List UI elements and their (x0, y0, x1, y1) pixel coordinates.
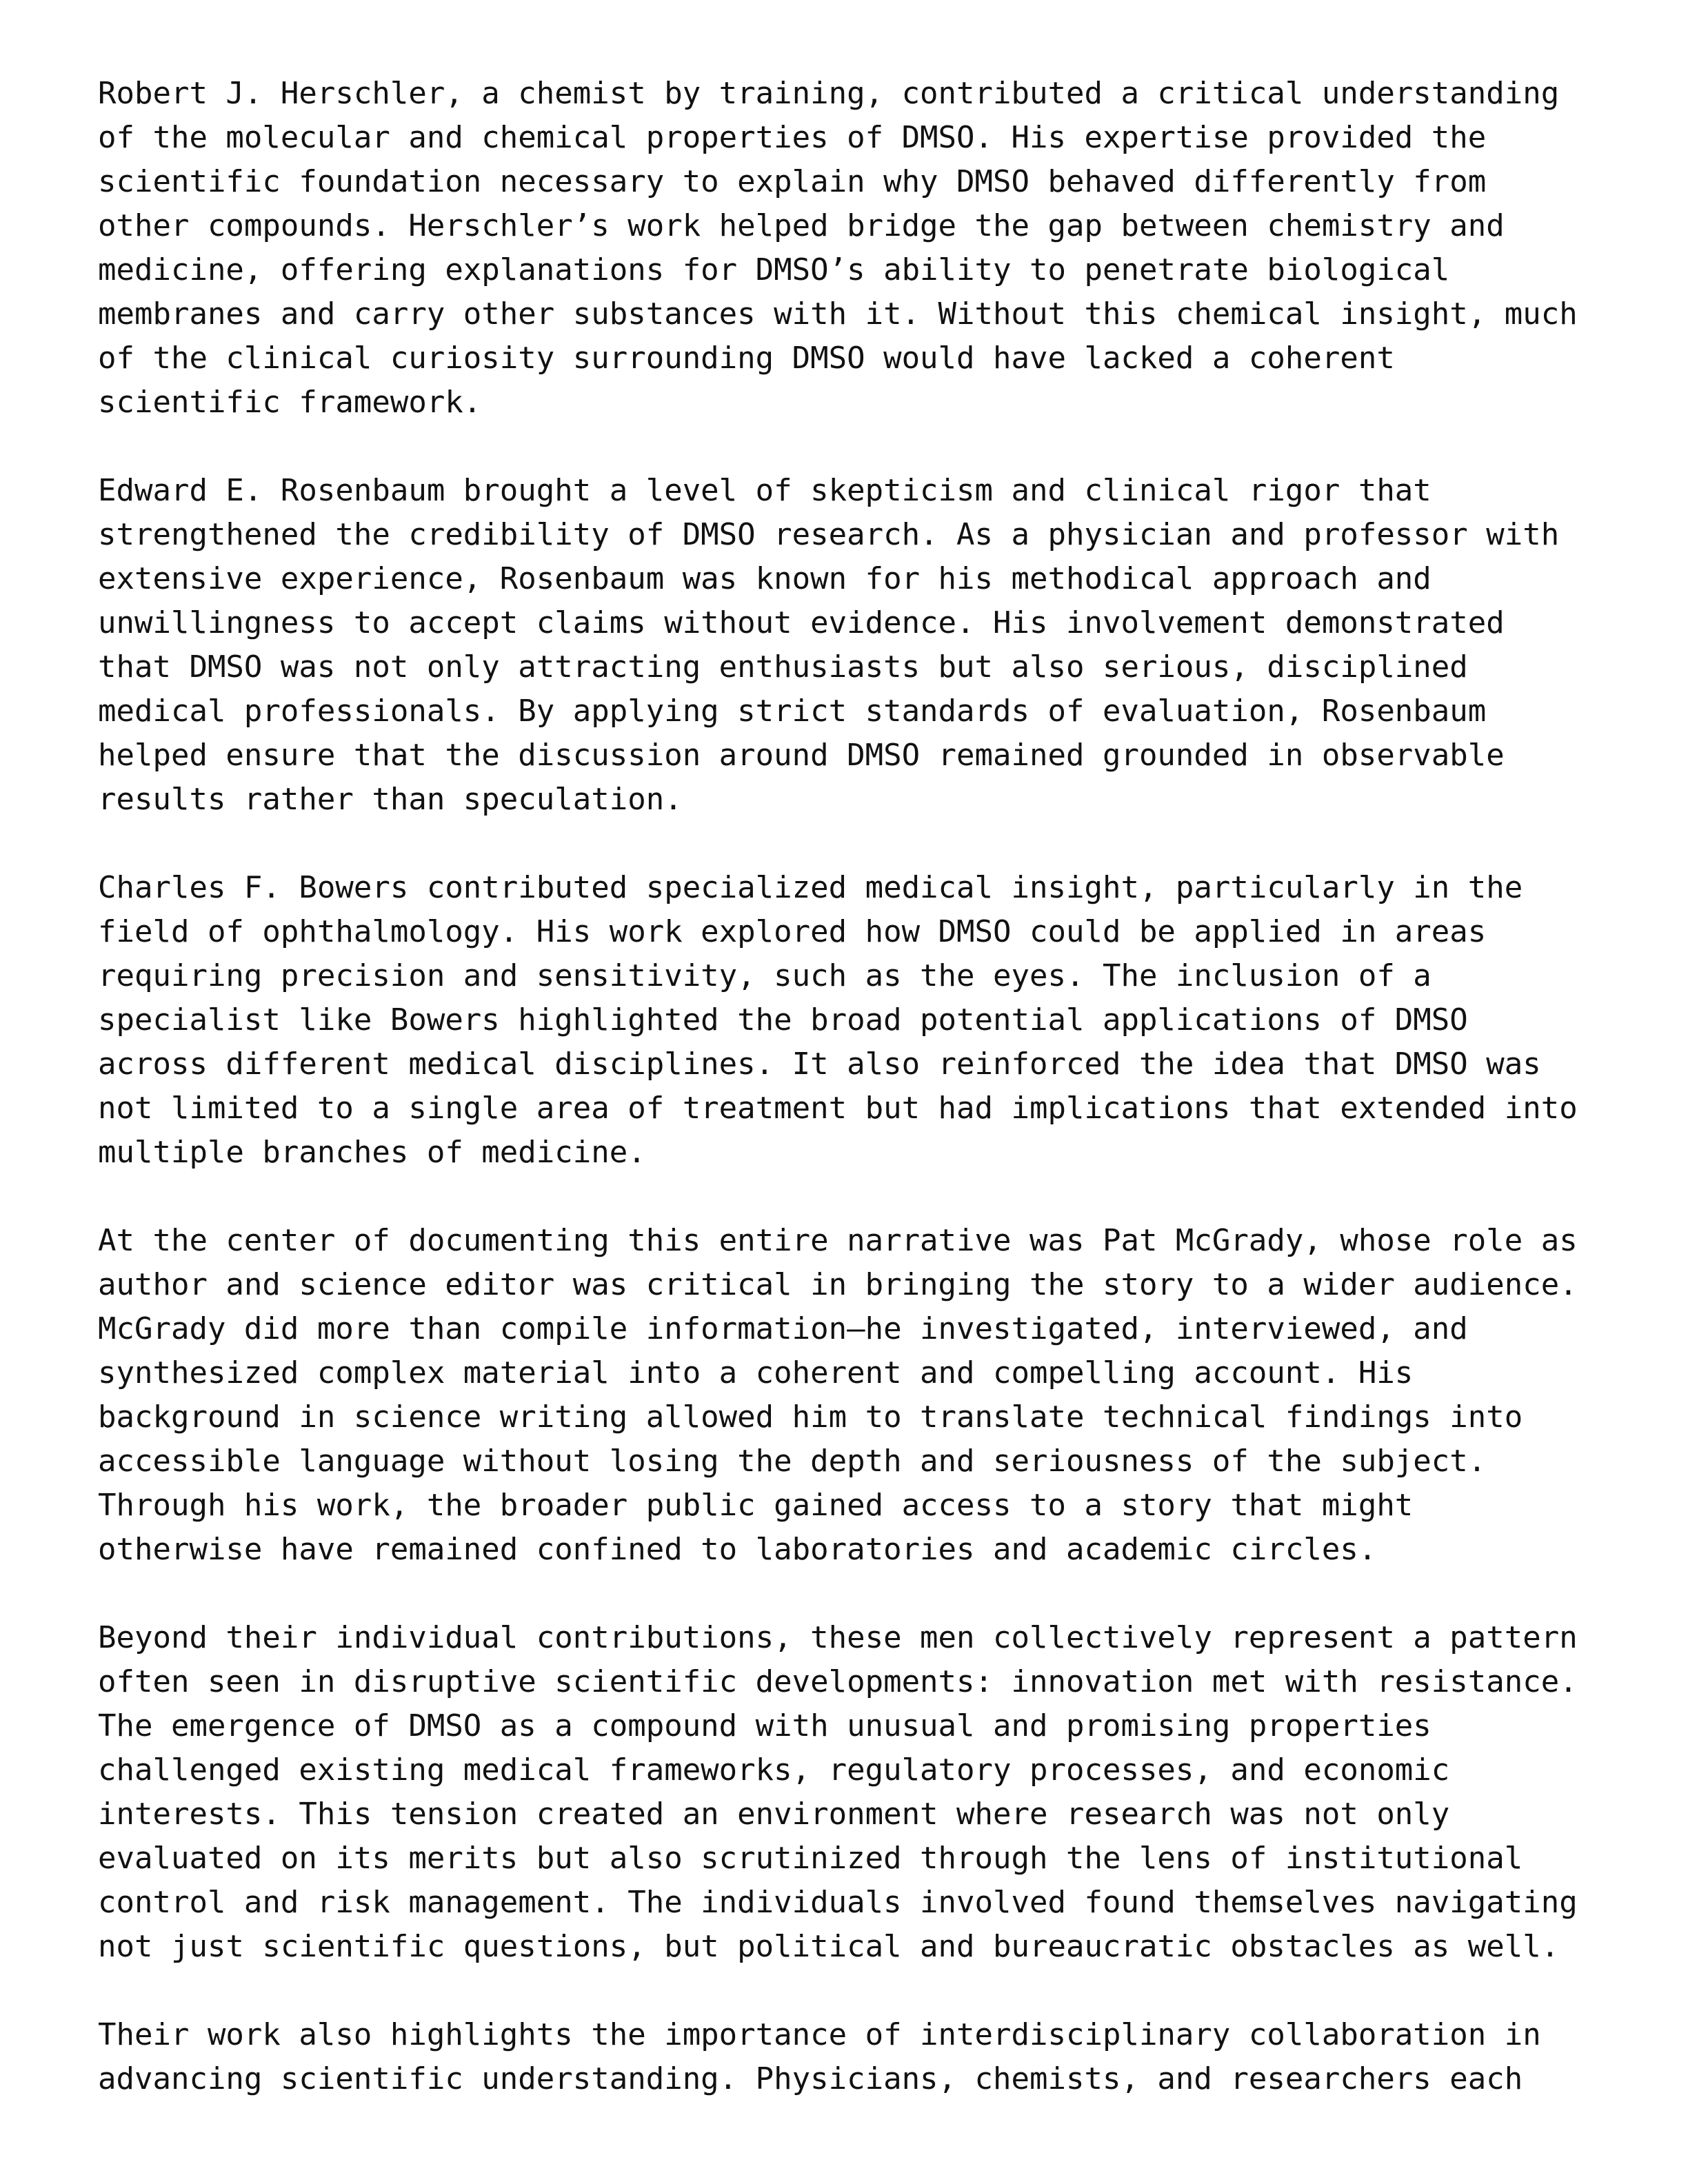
text-line: Robert J. Herschler, a chemist by training, contributed a critical understanding (98, 76, 1560, 111)
text-line: specialist like Bowers highlighted the broad potential applications of DMSO (98, 1002, 1468, 1038)
text-line: of the molecular and chemical properties of DMSO. His expertise provided the (98, 120, 1487, 155)
document-page (98, 72, 1615, 2145)
text-line: medicine, offering explanations for DMSO’s ability to penetrate biological (98, 252, 1450, 287)
text-line: scientific framework. (98, 385, 482, 420)
text-line: membranes and carry other substances with it. Without this chemical insight, much (98, 296, 1578, 332)
text-line: control and risk management. The individuals involved found themselves navigating (98, 1885, 1578, 1920)
text-line: author and science editor was critical in bringing the story to a wider audience. (98, 1267, 1578, 1302)
paragraph-mcgrady (98, 1219, 1615, 1572)
text-line: interests. This tension created an environment where research was not only (98, 1797, 1450, 1832)
text-line: medical professionals. By applying strict standards of evaluation, Rosenbaum (98, 694, 1487, 729)
text-line: Beyond their individual contributions, these men collectively represent a pattern (98, 1620, 1578, 1655)
text-line: The emergence of DMSO as a compound with unusual and promising properties (98, 1708, 1431, 1743)
paragraph-rosenbaum (98, 469, 1615, 822)
text-line: evaluated on its merits but also scrutinized through the lens of institutional (98, 1841, 1523, 1876)
paragraph-herschler (98, 72, 1615, 425)
text-line: not just scientific questions, but political and bureaucratic obstacles as well. (98, 1929, 1560, 1964)
text-line: At the center of documenting this entire narrative was Pat McGrady, whose role as (98, 1223, 1578, 1258)
text-line: unwillingness to accept claims without evidence. His involvement demonstrated (98, 605, 1505, 640)
text-line: scientific foundation necessary to explain why DMSO behaved differently from (98, 164, 1487, 199)
text-line: accessible language without losing the depth and seriousness of the subject. (98, 1444, 1487, 1479)
text-line: helped ensure that the discussion around DMSO remained grounded in observable (98, 738, 1505, 773)
paragraph-bowers (98, 866, 1615, 1175)
text-line: Edward E. Rosenbaum brought a level of skepticism and clinical rigor that (98, 473, 1431, 508)
text-line: results rather than speculation. (98, 782, 683, 817)
text-line: field of ophthalmology. His work explored how DMSO could be applied in areas (98, 914, 1487, 949)
text-line: extensive experience, Rosenbaum was known for his methodical approach and (98, 561, 1431, 596)
text-line: across different medical disciplines. It also reinforced the idea that DMSO was (98, 1046, 1541, 1082)
text-line: Their work also highlights the importance of interdisciplinary collaboration in (98, 2017, 1541, 2052)
text-line: multiple branches of medicine. (98, 1135, 646, 1170)
text-line: advancing scientific understanding. Physicians, chemists, and researchers each (98, 2061, 1523, 2096)
paragraph-interdisciplinary (98, 2013, 1615, 2101)
text-line: background in science writing allowed him to translate technical findings into (98, 1399, 1523, 1435)
text-line: of the clinical curiosity surrounding DMSO would have lacked a coherent (98, 341, 1395, 376)
text-line: other compounds. Herschler’s work helped bridge the gap between chemistry and (98, 208, 1505, 243)
text-line: often seen in disruptive scientific developments: innovation met with resistance. (98, 1664, 1578, 1699)
paragraph-collective-pattern (98, 1616, 1615, 1969)
text-line: otherwise have remained confined to laboratories and academic circles. (98, 1532, 1377, 1567)
text-line: not limited to a single area of treatment but had implications that extended into (98, 1091, 1578, 1126)
text-line: Charles F. Bowers contributed specialized medical insight, particularly in the (98, 870, 1523, 905)
text-line: McGrady did more than compile information—he investigated, interviewed, and (98, 1311, 1468, 1346)
text-line: that DMSO was not only attracting enthusiasts but also serious, disciplined (98, 649, 1468, 685)
text-line: synthesized complex material into a coherent and compelling account. His (98, 1355, 1414, 1391)
text-line: Through his work, the broader public gained access to a story that might (98, 1488, 1414, 1523)
text-line: challenged existing medical frameworks, regulatory processes, and economic (98, 1752, 1450, 1788)
text-line: requiring precision and sensitivity, such as the eyes. The inclusion of a (98, 958, 1431, 993)
text-line: strengthened the credibility of DMSO research. As a physician and professor with (98, 517, 1560, 552)
